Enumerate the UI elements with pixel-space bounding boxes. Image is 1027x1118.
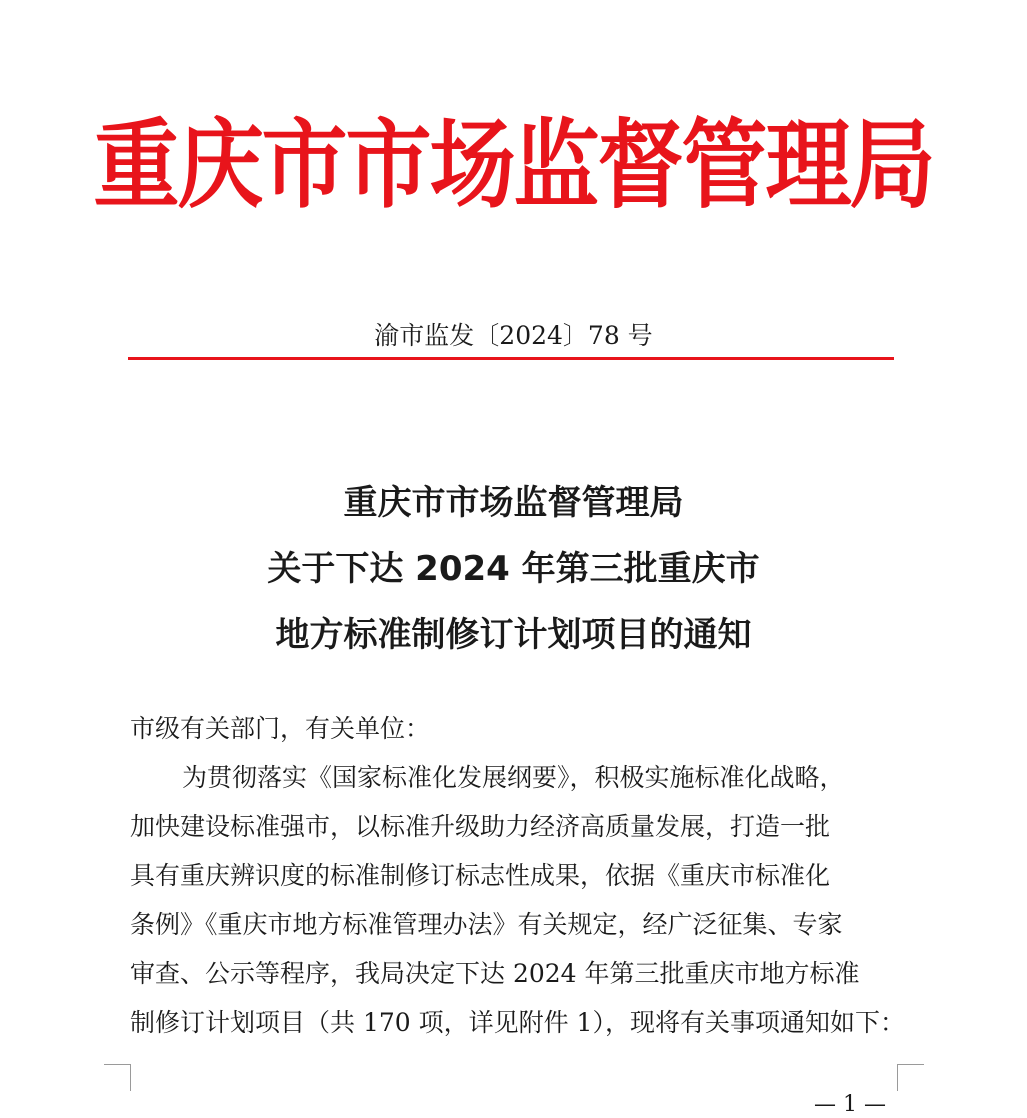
paragraph-line: 条例》《重庆市地方标准管理办法》有关规定，经广泛征集、专家 xyxy=(130,910,843,939)
salutation: 市级有关部门，有关单位： xyxy=(130,714,431,743)
title-line-3: 地方标准制修订计划项目的通知 xyxy=(275,615,752,655)
document-title xyxy=(0,470,1027,668)
document-number: 渝市监发〔2024〕78 号 xyxy=(374,321,653,350)
title-line-2: 关于下达 2024 年第三批重庆市 xyxy=(267,549,760,589)
crop-mark-left xyxy=(104,1064,131,1091)
document-body xyxy=(130,704,905,1047)
crop-mark-right xyxy=(897,1064,924,1091)
paragraph-line: 制修订计划项目（共 170 项，详见附件 1），现将有关事项通知如下： xyxy=(130,1008,905,1037)
paragraph-line: 审查、公示等程序，我局决定下达 2024 年第三批重庆市地方标准 xyxy=(130,959,860,988)
paragraph-line: 加快建设标准强市，以标准升级助力经济高质量发展，打造一批 xyxy=(130,812,831,841)
page-number: — 1 — xyxy=(814,1092,886,1117)
issuing-authority-header: 重庆市市场监督管理局 xyxy=(93,110,934,223)
paragraph-line: 为贯彻落实《国家标准化发展纲要》，积极实施标准化战略， xyxy=(182,763,845,792)
title-line-1: 重庆市市场监督管理局 xyxy=(343,483,684,523)
red-separator-line xyxy=(128,357,894,360)
paragraph-line: 具有重庆辨识度的标准制修订标志性成果，依据《重庆市标准化 xyxy=(130,861,831,890)
